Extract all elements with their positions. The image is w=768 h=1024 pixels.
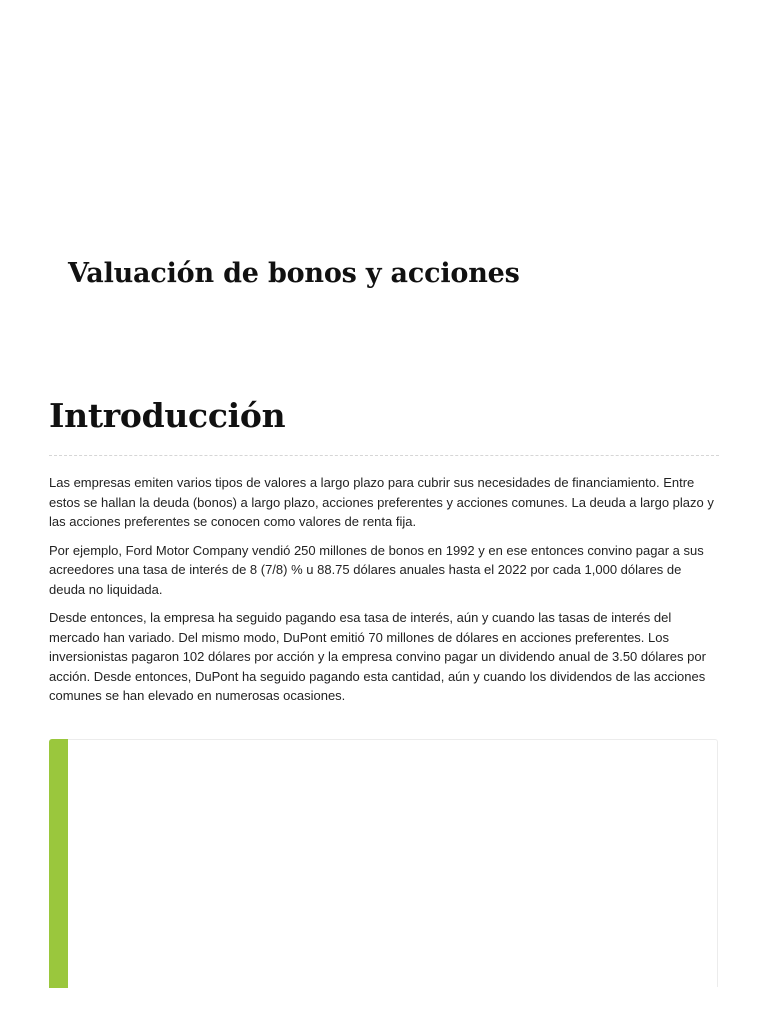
introduction-section	[49, 394, 719, 706]
section-heading: Introducción	[49, 396, 286, 435]
paragraph-2: Por ejemplo, Ford Motor Company vendió 250 millones de bonos en 1992 y en ese entonces convino pagar a sus acreedores una tasa de interés de 8 (7/8) % u 88.75 dólares anuales hasta el 2022 por cada 1,000 dólares de deuda no liquidada.	[49, 542, 704, 597]
paragraph-1: Las empresas emiten varios tipos de valores a largo plazo para cubrir sus necesidades de financiamiento. Entre estos se hallan la deuda (bonos) a largo plazo, acciones preferentes y acciones comunes. La deuda a largo plazo y las acciones preferentes se conocen como valores de renta fija.	[49, 475, 714, 529]
content-card	[49, 739, 718, 987]
section-divider	[49, 455, 719, 456]
paragraph-3: Desde entonces, la empresa ha seguido pagando esa tasa de interés, aún y cuando las tasas de interés del mercado han variado. Del mismo modo, DuPont emitió 70 millones de dólares en acciones preferentes. Los inversionistas pagaron 102 dólares por acción y la empresa convino pagar un dividendo anual de 3.50 dólares por acción. Desde entonces, DuPont ha seguido pagando esta cantidad, aún y cuando los dividendos de las acciones comunes se han elevado en numerosas ocasiones.	[49, 610, 706, 703]
card-accent-bar	[49, 739, 68, 988]
document-title: Valuación de bonos y acciones	[68, 258, 520, 289]
